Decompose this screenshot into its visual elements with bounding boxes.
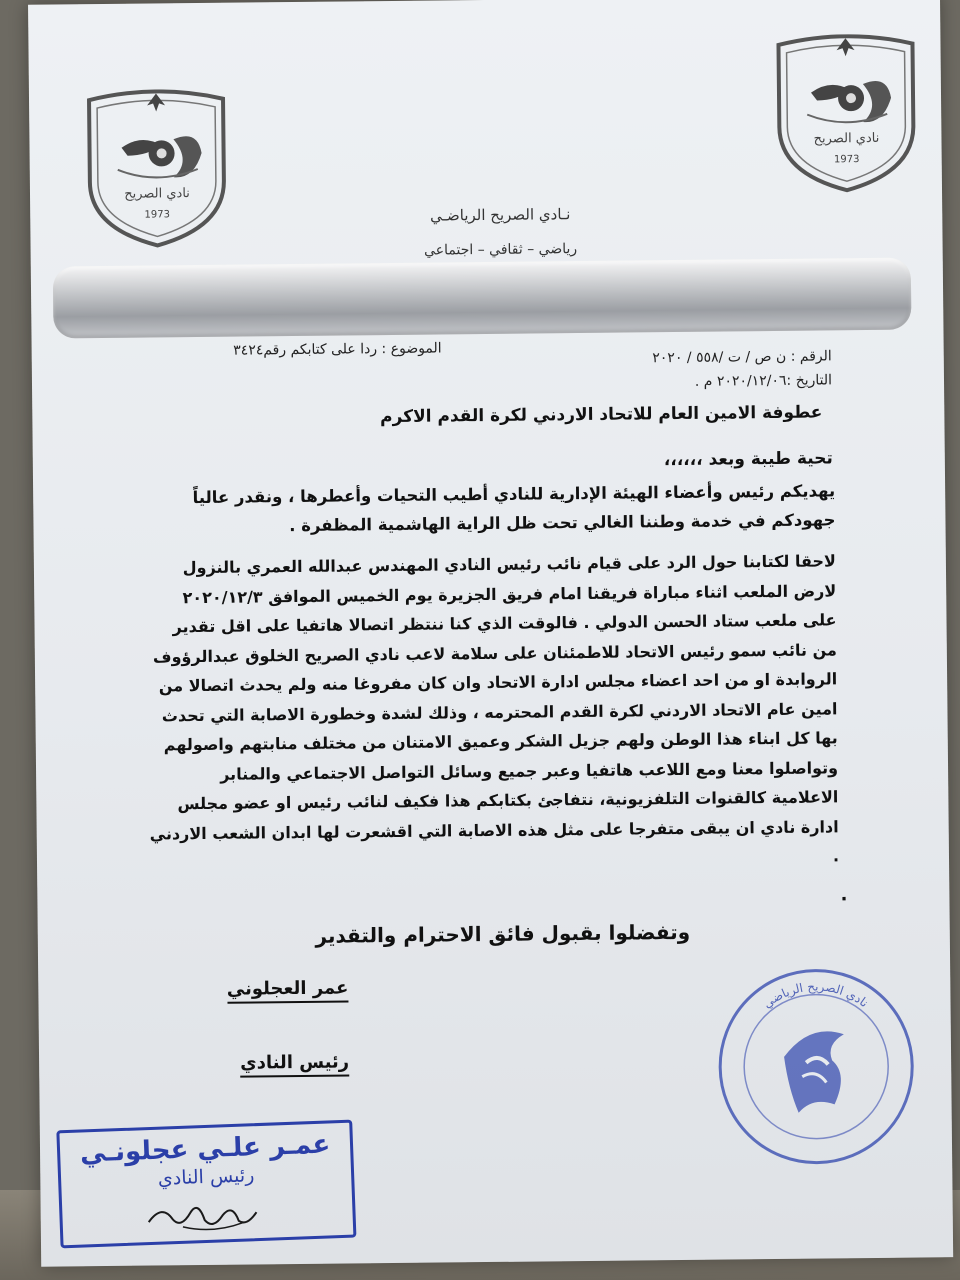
stamp-name: عمـر علـي عجلونـي [79, 1129, 331, 1169]
club-tagline: رياضي – ثقافي – اجتماعي [424, 241, 578, 259]
president-stamp [56, 1120, 356, 1249]
trailing-mark: . [840, 884, 848, 906]
stamp-title: رئيس النادي [157, 1164, 255, 1190]
letter-subject: الموضوع : ردا على كتابكم رقم٣٤٢٤ [233, 340, 442, 359]
club-seal [713, 964, 920, 1171]
letter-closing: وتفضلوا بقبول فائق الاحترام والتقدير [315, 919, 691, 948]
signatory-title-text: رئيس النادي [240, 1051, 349, 1077]
letterhead-banner [53, 258, 912, 339]
letter-greeting: تحية طيبة وبعد ،،،،،، [663, 448, 833, 471]
club-logo-right [770, 33, 922, 195]
signatory-title [149, 1051, 349, 1074]
signatory-name [148, 977, 348, 1000]
logo-right-text: نادي الصريح [813, 130, 880, 147]
letter-page [28, 0, 953, 1267]
letter-reference: الرقم : ن ص / ت /٥٥٨ / ٢٠٢٠ [652, 348, 832, 367]
seal-text: نادي الصريح الرياضي [760, 979, 871, 1011]
logo-right-year: 1973 [833, 154, 860, 166]
letter-addressee: عطوفة الامين العام للاتحاد الاردني لكرة القدم الاكرم [380, 402, 823, 428]
logo-left-text: نادي الصريح [124, 186, 190, 202]
logo-left-year: 1973 [144, 209, 171, 221]
club-name: نـادي الصريح الرياضـي [429, 205, 571, 225]
letter-paragraph-1: يهديكم رئيس وأعضاء الهيئة الإدارية للنادي أطيب التحيات وأعطرها ، ونقدر عالياً جهودكم في خدمة وطننا الغالي تحت ظل الراية الهاشمية المظفرة . [192, 481, 836, 536]
letter-paragraph-2: لاحقا لكتابنا حول الرد على قيام نائب رئيس النادي المهندس عبدالله العمري بالنزول لارض الملعب اثناء مباراة فريقنا امام فريق الجزيرة يوم الخميس الموافق ٢٠٢٠/١٢/٣ على ملعب ستاد الحسن الدولي . فالوقت الذي كنا ننتظر اتصالا هاتفيا على اقل تقدير من نائب سمو رئيس الاتحاد للاطمئنان على سلامة لاعب نادي الصريح الخلوق عبدالرؤوف الروابدة او من احد اعضاء مجلس ادارة الاتحاد وان كان مفروغا منه ولم يحدث اتصالا من امين عام الاتحاد الاردني لكرة القدم المحترمه ، وذلك لشدة وخطورة الاصابة التي تحدث بها كل ابناء هذا الوطن ولهم جزيل الشكر وعميق الامتنان من مختلف منابتهم واصولهم وتواصلوا معنا ومع اللاعب هاتفيا وعبر جميع وسائل التواصل الاجتماعي والمنابر الاعلامية كالقنوات التلفزيونية، نتفاجئ بكتابكم هذا فكيف لنائب رئيس او عضو مجلس ادارة نادي ان يبقى متفرجا على مثل هذه الاصابة التي اقشعرت لها ابدان الشعب الاردني . [149, 551, 840, 866]
club-logo-left [81, 89, 233, 251]
letter-date: التاريخ :٢٠٢٠/١٢/٠٦ م . [694, 372, 833, 390]
signatory-name-text: عمر العجلوني [227, 977, 349, 1003]
handwritten-signature [142, 1192, 263, 1236]
